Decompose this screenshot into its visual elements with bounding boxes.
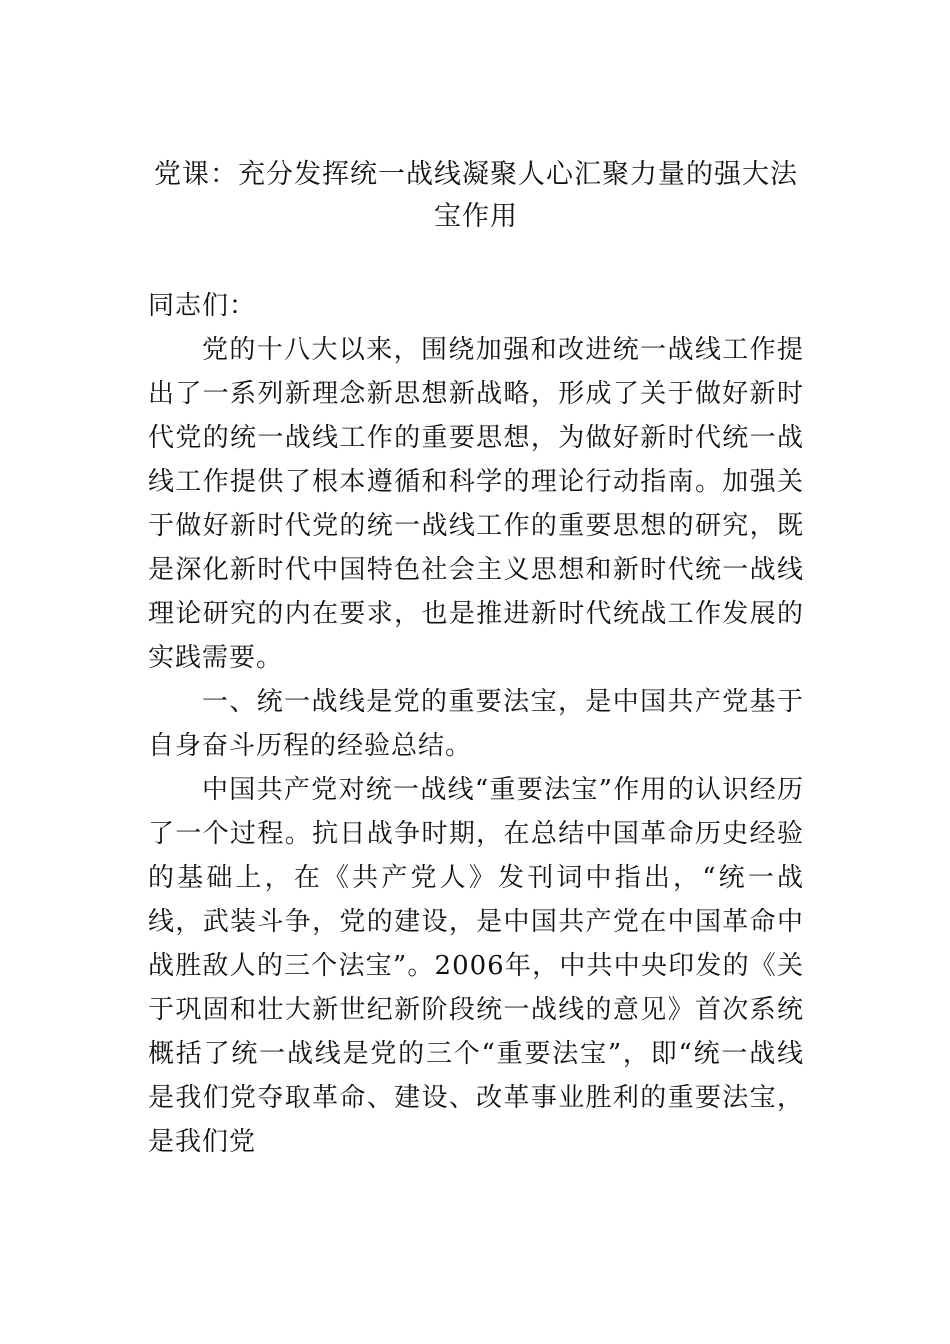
document-title: 党课：充分发挥统一战线凝聚人心汇聚力量的强大法宝作用 xyxy=(154,159,798,232)
section-heading-1: 一、统一战线是党的重要法宝，是中国共产党基于自身奋斗历程的经验总结。 xyxy=(148,687,804,761)
paragraph-intro: 党的十八大以来，围绕加强和改进统一战线工作提出了一系列新理念新思想新战略，形成了关于做好新时代党的统一战线工作的重要思想，为做好新时代统一战线工作提供了根本遵循和科学的理论行动指南。加强关于做好新时代党的统一战线工作的重要思想的研究，既是深化新时代中国特色社会主义思想和新时代统一战线理论研究的内在要求，也是推进新时代统战工作发展的实践需要。 xyxy=(148,335,804,673)
salutation: 同志们： xyxy=(148,291,257,321)
paragraph-history: 中国共产党对统一战线“重要法宝”作用的认识经历了一个过程。抗日战争时期，在总结中国革命历史经验的基础上，在《共产党人》发刊词中指出，“统一战线，武装斗争，党的建设，是中国共产党在中国革命中战胜敌人的三个法宝”。2006年，中共中央印发的《关于巩固和壮大新世纪新阶段统一战线的意见》首次系统概括了统一战线是党的三个“重要法宝”，即“统一战线是我们党夺取革命、建设、改革事业胜利的重要法宝，是我们党 xyxy=(148,775,804,1157)
document-body xyxy=(148,284,804,1164)
